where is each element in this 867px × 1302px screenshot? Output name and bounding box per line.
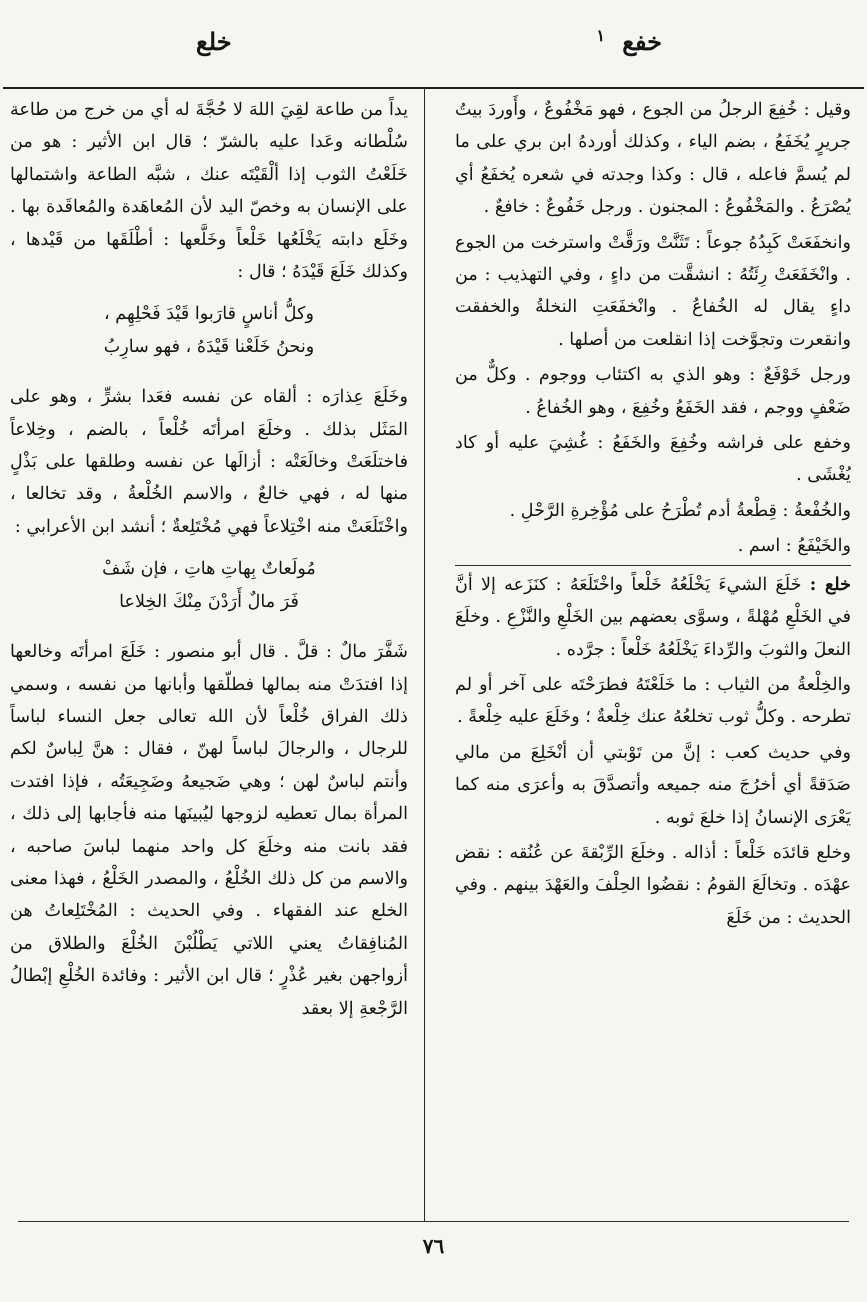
page-number: ٧٦ — [422, 1234, 445, 1258]
paragraph: ورجل خَوْفَعٌ : وهو الذي به اكتئاب ووجوم . وكلٌّ من ضَعْفٍ ووجم ، فقد الخَفَعُ وخُفِعَ ، وهو الخُفاعُ . — [455, 365, 851, 418]
left-headword: خلع — [196, 27, 232, 56]
paragraph: والخُفْعةُ : قِطْعةُ أدم تُطْرَحُ على مُؤْخِرةِ الرَّحْلِ . — [509, 500, 851, 521]
verse-line: وكلُّ أناسٍ قارَبوا قَيْدَ فَحْلِهِم ، — [104, 304, 314, 325]
verse-line: مُولَعاتٌ بِهاتِ هاتِ ، فإن شَفْ — [102, 559, 316, 580]
verse — [10, 553, 408, 618]
paragraph: وخفع على فراشه وخُفِعَ والخَفَعُ : غُشِيَ عليه أو كاد يُغْشَى . — [455, 433, 851, 486]
paragraph: والخَيْفَعُ : اسم . — [455, 530, 851, 565]
paragraph: يداً من طاعة لقِيَ اللهَ لا حُجَّةَ له أي من خرج من طاعة سُلْطانه وعَدا عليه بالشرّ ؛ قال ابن الأثير : هو من خَلَعْتُ الثوب إذا ألْقَيْتَه عنك ، شبَّه الطاعة واشتمالها على الإنسان به وخصّ اليد لأن المُعاهَدة والمُعاقَدة بها . وخَلَع دابته يَخْلَعُها خَلْعاً وخَلَّعها : أطْلَقَها من قَيْدها ، وكذلك خَلَعَ قَيْدَهُ ؛ قال : — [10, 100, 408, 283]
left-column — [10, 94, 408, 1214]
entry-text: خَلَعَ الشيءَ يَخْلَعُهُ خَلْعاً واخْتَلَعَهُ : كنَزَعه إلا أنَّ في الخَلْعِ مُهْلةً ، وسوَّى بعضهم بين الخَلْعِ والنَّزْعِ . وخلَعَ النعلَ والثوبَ والرِّداءَ يَخْلَعُهُ خَلْعاً : جرَّده . — [455, 574, 851, 660]
entry-label: خلع : — [809, 573, 851, 595]
paragraph: وخَلَعَ عِذارَه : ألقاه عن نفسه فعَدا بشرٍّ ، وهو على المَثَل بذلك . وخلَعَ امرأتَه خُلْعاً ، بالضم ، وخِلاعاً فاختلَعَتْ وخالَعَتْه : أزالَها عن نفسه وطلقها على بَذْلٍ منها له ، فهي خالعٌ ، والاسم الخُلْعةُ ، وقد تخالعا ، واخْتَلَعَتْ منه اخْتِلاعاً فهي مُخْتَلِعةٌ ؛ أنشد ابن الأعرابي : — [10, 387, 408, 537]
paragraph: وخلع قائدَه خَلْعاً : أذاله . وخلَعَ الرِّبْقةَ عن عُنُقه : نقض عهْدَه . وتخالَعَ القومُ : نقضُوا الحِلْفَ والعَهْدَ بينهم . وفي الحديث : من خَلَعَ — [455, 842, 851, 928]
right-column — [455, 94, 851, 1214]
verse-line: فَرَ مالٌ أَرَدْنَ مِنْكَ الخِلاعا — [119, 591, 299, 612]
paragraph: وقيل : خُفِعَ الرجلُ من الجوع ، فهو مَخْفُوعٌ ، وأَوردَ بيتُ جريرٍ يُخَفَعُ ، بضم الياء ، وكذلك أوردهُ ابن بري على ما لم يُسمَّ فاعله ، قال : وكذا وجدته في شعره يُخفَعُ أي يُصْرَعُ . والمَخْفُوعُ : المجنون . ورجل خَفُوعٌ : خافعٌ . — [455, 100, 851, 218]
paragraph: شَفَّرَ مالٌ : قلَّ . قال أبو منصور : خَلَعَ امرأتَه وخالعها إذا افتدَتْ منه بمالها فطلّقها وأبانها من نفسه ، وسمي ذلك الفراق خُلْعاً لأن الله تعالى جعل النساء لباساً للرجال ، والرجالَ لباساً لهنّ ، فقال : هنَّ لِباسٌ لكم وأنتم لباسٌ لهن ؛ وهي ضَجيعهُ وضَجِيعَتُه ، فإذا افتدت المرأة بمال تعطيه لزوجها ليُبينَها منه فأجابها إلى ذلك ، فقد بانت منه وخلَعَ كل واحد منهما لباسَ صاحبه ، والاسم من كل ذلك الخُلْعُ ، والمصدر الخَلْعُ ، فهذا معنى الخلع عند الفقهاء . وفي الحديث : المُخْتَلِعاتُ هن المُنافِقاتُ يعني اللاتي يَطْلُبْنَ الخُلْعَ والطلاق من أزواجهن بغير عُذْرٍ ؛ قال ابن الأثير : وفائدة الخُلْعِ إبْطالُ الرَّجْعةِ إلا بعقد — [10, 642, 408, 1019]
footer-rule — [18, 1221, 849, 1222]
headword-mark: ١ — [596, 26, 605, 45]
column-divider — [424, 88, 425, 1221]
entry-paragraph — [455, 569, 851, 666]
paragraph: والخِلْعةُ من الثياب : ما خَلَعْتَهُ فطرَحْتَه على آخر أو لم تطرحه . وكلُّ ثوب تخلعُهُ عنك خِلْعةٌ ؛ وخَلَعَ عليه خِلْعةً . — [455, 674, 851, 728]
header-rule — [3, 87, 864, 89]
right-headword: خفع — [622, 27, 662, 56]
paragraph: وانخفَعَتْ كَبِدُهُ جوعاً : تَثَنَّتْ ورَقَّتْ واسترخت من الجوع . وانْخَفَعَتْ رِئَتُهُ : انشقَّت من داءٍ ، وفي التهذيب : من داءٍ يقال له الخُفاعُ . وانْخفَعَتِ النخلةُ والخفقت وانقعرت وتجوَّخت إذا انقلعت من أصلها . — [455, 232, 851, 350]
paragraph: وفي حديث كعب : إنَّ من تَوْبتي أن أنْخَلِعَ من مالي صَدَقةً أي أخرُجَ منه جميعه وأتصدَّقَ به وأعرَى منه كما يَعْرَى الإنسانُ إذا خلعَ ثوبه . — [455, 742, 851, 828]
verse-line: ونحنُ خَلَعْنا قَيْدَهُ ، فهو سارِبُ — [103, 336, 315, 357]
verse — [10, 298, 408, 363]
